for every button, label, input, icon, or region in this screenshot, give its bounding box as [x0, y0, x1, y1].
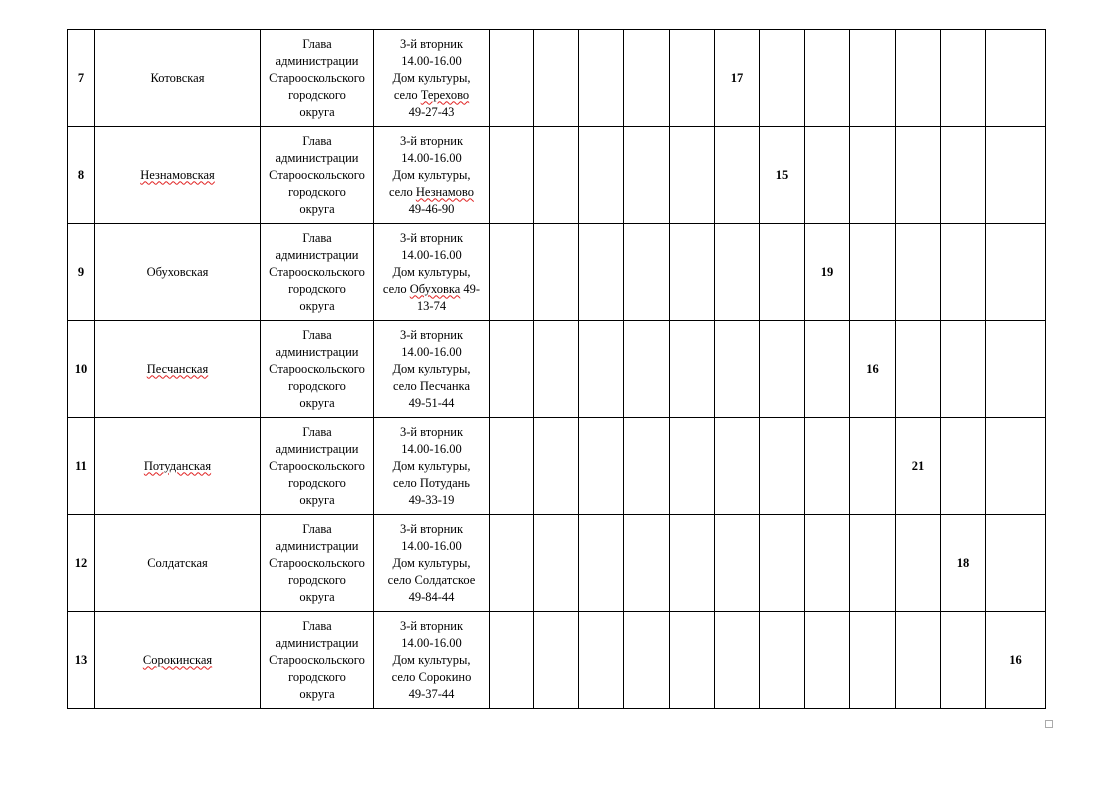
territory-name: Обуховская: [146, 264, 209, 279]
empty-day-cell: [490, 30, 534, 127]
official-line: городского: [288, 87, 346, 102]
reception-info-line: [374, 686, 489, 703]
official-cell: [261, 612, 374, 709]
empty-day-cell: [941, 321, 986, 418]
empty-day-cell: [715, 127, 760, 224]
empty-day-cell: [670, 612, 715, 709]
official-line: Глава: [302, 327, 332, 342]
reception-info-line: [374, 361, 489, 378]
reception-info-line: [374, 281, 489, 298]
reception-info-cell: [374, 321, 490, 418]
reception-day: 16: [986, 612, 1046, 709]
empty-day-cell: [624, 321, 670, 418]
row-number: 7: [68, 30, 95, 127]
reception-info-text: 49-33-19: [408, 492, 455, 507]
reception-info-text: 14.00-16.00: [401, 441, 462, 456]
empty-day-cell: [579, 612, 624, 709]
official-line: округа: [299, 395, 335, 410]
official-line: городского: [288, 475, 346, 490]
empty-day-cell: [534, 418, 579, 515]
reception-day: 15: [760, 127, 805, 224]
official-line: Старооскольского: [269, 652, 365, 667]
empty-day-cell: [941, 224, 986, 321]
empty-day-cell: [896, 321, 941, 418]
reception-info-line: [374, 53, 489, 70]
official-line: администрации: [275, 247, 359, 262]
official-cell: [261, 321, 374, 418]
reception-info-line: [374, 669, 489, 686]
official-line: Глава: [302, 133, 332, 148]
empty-day-cell: [715, 224, 760, 321]
empty-day-cell: [670, 418, 715, 515]
empty-day-cell: [534, 321, 579, 418]
reception-info-text: 3-й вторник: [399, 424, 464, 439]
reception-info-text: 49-: [460, 281, 481, 296]
reception-info-line: [374, 184, 489, 201]
empty-day-cell: [624, 224, 670, 321]
empty-day-cell: [896, 612, 941, 709]
reception-info-line: [374, 150, 489, 167]
table-row: [68, 321, 1046, 418]
empty-day-cell: [850, 612, 896, 709]
reception-info-line: [374, 36, 489, 53]
reception-info-text: село: [393, 87, 421, 102]
empty-day-cell: [534, 127, 579, 224]
official-line: Старооскольского: [269, 555, 365, 570]
empty-day-cell: [941, 127, 986, 224]
empty-day-cell: [534, 515, 579, 612]
official-line: округа: [299, 492, 335, 507]
empty-day-cell: [624, 612, 670, 709]
official-line: Глава: [302, 36, 332, 51]
official-line: Глава: [302, 424, 332, 439]
row-number: 8: [68, 127, 95, 224]
reception-info-text: 14.00-16.00: [401, 344, 462, 359]
table-row: [68, 127, 1046, 224]
territory-name: Песчанская: [146, 361, 209, 376]
official-cell: [261, 30, 374, 127]
schedule-rows: [68, 30, 1046, 709]
reception-info-line: [374, 555, 489, 572]
empty-day-cell: [670, 515, 715, 612]
empty-day-cell: [624, 418, 670, 515]
empty-day-cell: [760, 224, 805, 321]
reception-info-text: 3-й вторник: [399, 36, 464, 51]
official-line: администрации: [275, 53, 359, 68]
empty-day-cell: [850, 515, 896, 612]
reception-info-text: 49-84-44: [408, 589, 455, 604]
reception-info-text: Дом культуры,: [392, 361, 471, 376]
empty-day-cell: [715, 515, 760, 612]
reception-info-line: [374, 201, 489, 218]
official-line: Старооскольского: [269, 361, 365, 376]
reception-info-text: 14.00-16.00: [401, 635, 462, 650]
empty-day-cell: [579, 224, 624, 321]
empty-day-cell: [579, 418, 624, 515]
table-row: [68, 224, 1046, 321]
official-line: округа: [299, 686, 335, 701]
reception-info-text: село Песчанка: [392, 378, 470, 393]
reception-info-text: Дом культуры,: [392, 264, 471, 279]
official-line: Старооскольского: [269, 264, 365, 279]
empty-day-cell: [579, 127, 624, 224]
table-resize-handle[interactable]: [1045, 720, 1053, 728]
empty-day-cell: [670, 321, 715, 418]
reception-day: 21: [896, 418, 941, 515]
table-row: [68, 418, 1046, 515]
empty-day-cell: [805, 30, 850, 127]
reception-info-line: [374, 378, 489, 395]
official-line: Глава: [302, 521, 332, 536]
reception-info-line: [374, 298, 489, 315]
reception-info-text: 49-46-90: [408, 201, 455, 216]
empty-day-cell: [760, 321, 805, 418]
reception-info-line: [374, 521, 489, 538]
official-line: городского: [288, 572, 346, 587]
official-line: Старооскольского: [269, 167, 365, 182]
empty-day-cell: [490, 321, 534, 418]
territory-name: Потуданская: [143, 458, 212, 473]
empty-day-cell: [760, 515, 805, 612]
reception-info-line: [374, 458, 489, 475]
territory-name-cell: [95, 612, 261, 709]
empty-day-cell: [490, 515, 534, 612]
empty-day-cell: [986, 515, 1046, 612]
empty-day-cell: [715, 418, 760, 515]
territory-name-cell: [95, 418, 261, 515]
row-number: 10: [68, 321, 95, 418]
schedule-table: [67, 29, 1046, 709]
reception-info-text: 3-й вторник: [399, 327, 464, 342]
empty-day-cell: [941, 418, 986, 515]
empty-day-cell: [534, 30, 579, 127]
official-line: округа: [299, 104, 335, 119]
official-line: округа: [299, 589, 335, 604]
reception-info-text: Дом культуры,: [392, 652, 471, 667]
reception-info-cell: [374, 127, 490, 224]
empty-day-cell: [624, 515, 670, 612]
reception-info-line: [374, 327, 489, 344]
reception-day: 17: [715, 30, 760, 127]
territory-name: Незнамовская: [140, 167, 215, 182]
official-line: администрации: [275, 538, 359, 553]
reception-info-cell: [374, 30, 490, 127]
official-line: округа: [299, 298, 335, 313]
reception-info-line: [374, 264, 489, 281]
reception-info-line: [374, 344, 489, 361]
empty-day-cell: [896, 224, 941, 321]
empty-day-cell: [941, 612, 986, 709]
official-line: городского: [288, 669, 346, 684]
reception-info-line: [374, 635, 489, 652]
empty-day-cell: [715, 321, 760, 418]
empty-day-cell: [760, 30, 805, 127]
empty-day-cell: [805, 612, 850, 709]
reception-info-text: Дом культуры,: [392, 167, 471, 182]
reception-info-text: село Потудань: [392, 475, 471, 490]
territory-name-cell: [95, 127, 261, 224]
reception-info-text: 14.00-16.00: [401, 53, 462, 68]
territory-name: Котовская: [150, 70, 205, 85]
table-row: [68, 30, 1046, 127]
empty-day-cell: [579, 30, 624, 127]
territory-name: Солдатская: [147, 555, 208, 570]
empty-day-cell: [534, 224, 579, 321]
empty-day-cell: [986, 321, 1046, 418]
reception-info-text: 49-27-43: [408, 104, 455, 119]
official-line: администрации: [275, 150, 359, 165]
reception-info-text: 3-й вторник: [399, 521, 464, 536]
reception-info-line: [374, 475, 489, 492]
empty-day-cell: [986, 224, 1046, 321]
empty-day-cell: [986, 418, 1046, 515]
row-number: 12: [68, 515, 95, 612]
official-line: администрации: [275, 344, 359, 359]
official-cell: [261, 224, 374, 321]
reception-info-text: село: [382, 281, 410, 296]
reception-info-line: [374, 572, 489, 589]
row-number: 13: [68, 612, 95, 709]
row-number: 9: [68, 224, 95, 321]
empty-day-cell: [579, 321, 624, 418]
reception-info-line: [374, 618, 489, 635]
reception-info-text: 3-й вторник: [399, 230, 464, 245]
reception-info-text: Дом культуры,: [392, 555, 471, 570]
empty-day-cell: [805, 321, 850, 418]
official-line: Старооскольского: [269, 70, 365, 85]
empty-day-cell: [760, 612, 805, 709]
empty-day-cell: [896, 127, 941, 224]
reception-info-line: [374, 87, 489, 104]
official-line: городского: [288, 281, 346, 296]
official-cell: [261, 127, 374, 224]
reception-info-line: [374, 133, 489, 150]
reception-info-line: [374, 652, 489, 669]
reception-info-text: 13-74: [416, 298, 447, 313]
official-line: администрации: [275, 635, 359, 650]
empty-day-cell: [850, 418, 896, 515]
reception-info-line: [374, 247, 489, 264]
reception-info-text: 14.00-16.00: [401, 538, 462, 553]
reception-info-text: село Сорокино: [391, 669, 472, 684]
empty-day-cell: [805, 127, 850, 224]
empty-day-cell: [715, 612, 760, 709]
territory-name-cell: [95, 224, 261, 321]
territory-name: Сорокинская: [142, 652, 213, 667]
reception-info-text: Дом культуры,: [392, 458, 471, 473]
reception-info-text: Незнамово: [415, 184, 474, 199]
empty-day-cell: [670, 224, 715, 321]
reception-info-line: [374, 492, 489, 509]
reception-info-cell: [374, 612, 490, 709]
reception-day: 18: [941, 515, 986, 612]
reception-info-line: [374, 441, 489, 458]
reception-info-text: 49-51-44: [408, 395, 455, 410]
official-line: городского: [288, 184, 346, 199]
empty-day-cell: [896, 30, 941, 127]
reception-info-line: [374, 230, 489, 247]
empty-day-cell: [805, 515, 850, 612]
reception-info-text: 14.00-16.00: [401, 247, 462, 262]
empty-day-cell: [850, 224, 896, 321]
reception-info-line: [374, 395, 489, 412]
reception-info-text: 3-й вторник: [399, 618, 464, 633]
empty-day-cell: [850, 30, 896, 127]
empty-day-cell: [986, 127, 1046, 224]
official-line: Старооскольского: [269, 458, 365, 473]
empty-day-cell: [490, 127, 534, 224]
reception-info-cell: [374, 418, 490, 515]
table-row: [68, 515, 1046, 612]
reception-info-text: 14.00-16.00: [401, 150, 462, 165]
empty-day-cell: [624, 127, 670, 224]
territory-name-cell: [95, 321, 261, 418]
reception-info-cell: [374, 224, 490, 321]
reception-day: 16: [850, 321, 896, 418]
territory-name-cell: [95, 515, 261, 612]
empty-day-cell: [670, 127, 715, 224]
reception-info-text: село Солдатское: [387, 572, 476, 587]
official-cell: [261, 515, 374, 612]
official-cell: [261, 418, 374, 515]
reception-info-text: Дом культуры,: [392, 70, 471, 85]
empty-day-cell: [896, 515, 941, 612]
official-line: Глава: [302, 618, 332, 633]
empty-day-cell: [850, 127, 896, 224]
reception-info-text: село: [388, 184, 416, 199]
empty-day-cell: [670, 30, 715, 127]
reception-info-text: Терехово: [420, 87, 470, 102]
reception-info-line: [374, 104, 489, 121]
official-line: Глава: [302, 230, 332, 245]
empty-day-cell: [490, 612, 534, 709]
empty-day-cell: [760, 418, 805, 515]
empty-day-cell: [986, 30, 1046, 127]
official-line: городского: [288, 378, 346, 393]
reception-info-line: [374, 424, 489, 441]
empty-day-cell: [805, 418, 850, 515]
reception-info-cell: [374, 515, 490, 612]
reception-info-text: 3-й вторник: [399, 133, 464, 148]
empty-day-cell: [534, 612, 579, 709]
empty-day-cell: [941, 30, 986, 127]
reception-info-line: [374, 70, 489, 87]
empty-day-cell: [579, 515, 624, 612]
territory-name-cell: [95, 30, 261, 127]
empty-day-cell: [490, 418, 534, 515]
official-line: округа: [299, 201, 335, 216]
reception-info-text: Обуховка: [409, 281, 461, 296]
empty-day-cell: [624, 30, 670, 127]
empty-day-cell: [490, 224, 534, 321]
reception-info-line: [374, 538, 489, 555]
reception-day: 19: [805, 224, 850, 321]
row-number: 11: [68, 418, 95, 515]
table-row: [68, 612, 1046, 709]
reception-info-line: [374, 589, 489, 606]
reception-info-text: 49-37-44: [408, 686, 455, 701]
official-line: администрации: [275, 441, 359, 456]
reception-info-line: [374, 167, 489, 184]
